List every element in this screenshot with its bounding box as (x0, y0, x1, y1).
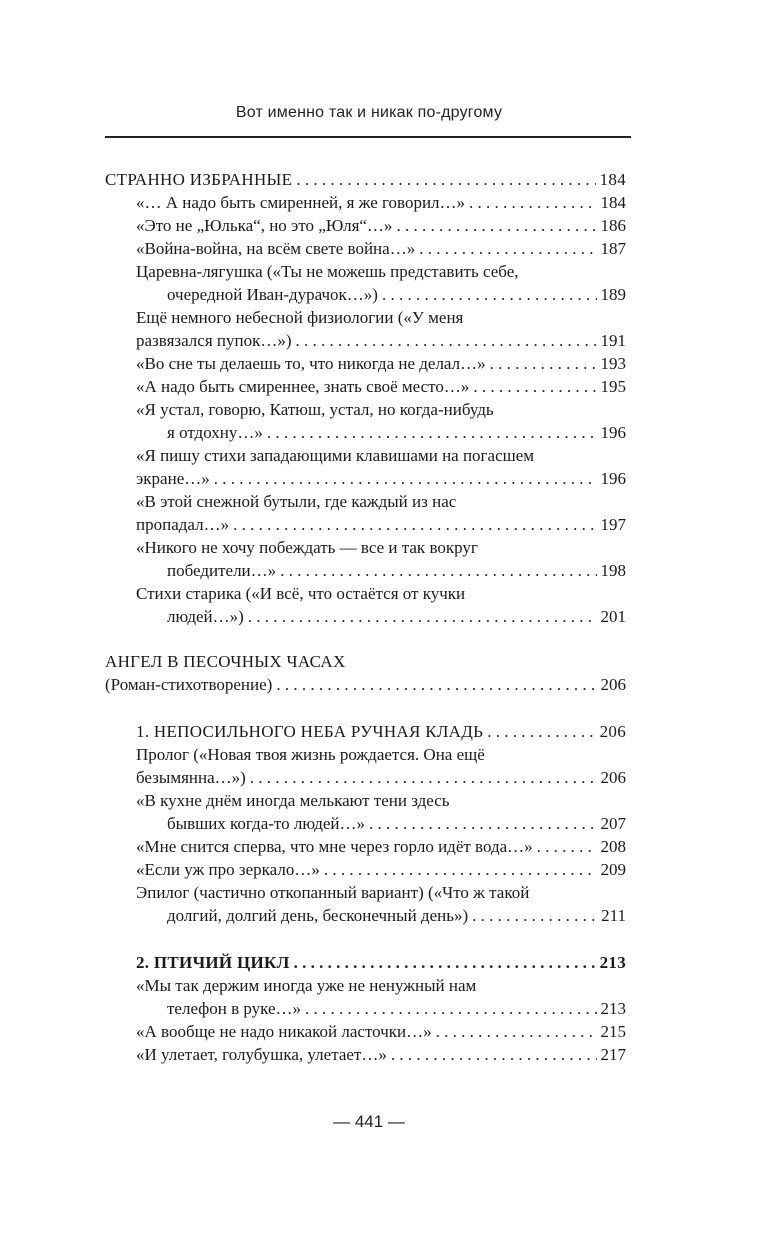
dot-leader (280, 559, 596, 582)
entry-title-line1: Стихи старика («И всё, что остаётся от кучки (136, 584, 466, 603)
section-title: АНГЕЛ В ПЕСОЧНЫХ ЧАСАХ (105, 652, 346, 671)
entry-title: «И улетает, голубушка, улетает…» (136, 1045, 387, 1064)
entry-title: «Война-война, на всём свете война…» (136, 239, 416, 258)
page-number: 207 (600, 814, 626, 833)
page-number: 186 (600, 216, 626, 235)
entry-title-line2: телефон в руке…» (167, 999, 302, 1018)
spacer (105, 927, 626, 951)
toc-entry-multiline[interactable] (105, 881, 626, 927)
dot-leader (419, 237, 596, 260)
toc-entry[interactable] (105, 214, 626, 237)
dot-leader (305, 997, 596, 1020)
page-number: 208 (600, 837, 626, 856)
entry-title: «Во сне ты делаешь то, что никогда не делал…» (136, 354, 486, 373)
dot-leader (537, 835, 597, 858)
entry-title-line1: «В этой снежной бутыли, где каждый из нас (136, 492, 457, 511)
dot-leader (396, 214, 596, 237)
page-number: 196 (600, 423, 626, 442)
page-number: 187 (600, 239, 626, 258)
dot-leader (294, 951, 596, 974)
running-header: Вот именно так и никак по-другому (235, 104, 503, 121)
page-number: 213 (599, 953, 626, 972)
entry-title-line1: «В кухне днём иногда мелькают тени здесь (136, 791, 450, 810)
entry-title: «А надо быть смиреннее, знать своё место…» (136, 377, 470, 396)
page-number: 213 (600, 999, 626, 1018)
entry-title-line1: «Никого не хочу побеждать — все и так вокруг (136, 538, 478, 557)
entry-title-line2: экране…» (136, 469, 210, 488)
entry-title-line1: «Я пишу стихи западающими клавишами на погасшем (136, 446, 535, 465)
section-title: СТРАННО ИЗБРАННЫЕ (105, 170, 293, 189)
toc-section-heading[interactable] (105, 673, 626, 696)
dot-leader (276, 673, 596, 696)
dot-leader (369, 812, 597, 835)
dot-leader (382, 283, 597, 306)
page-number: 184 (599, 170, 626, 189)
page-number: 189 (600, 285, 626, 304)
entry-title-line1: Эпилог (частично откопанный вариант) («Что ж такой (136, 883, 530, 902)
entry-title-line1: «Я устал, говорю, Катюш, устал, но когда-нибудь (136, 400, 494, 419)
dot-leader (267, 421, 597, 444)
toc-entry-multiline[interactable] (105, 398, 626, 444)
dot-leader (472, 904, 597, 927)
toc-entry-multiline[interactable] (105, 490, 626, 536)
dot-leader (296, 168, 595, 191)
page-footer-number: — 441 — (333, 1112, 405, 1131)
entry-title: «Мне снится сперва, что мне через горло идёт вода…» (136, 837, 533, 856)
subsection-title: 2. ПТИЧИЙ ЦИКЛ (136, 953, 290, 972)
toc-entry-multiline[interactable] (105, 306, 626, 352)
dot-leader (248, 605, 597, 628)
entry-title: «Это не „Юлька“, но это „Юля“…» (136, 216, 393, 235)
entry-title: «А вообще не надо никакой ласточки…» (136, 1022, 432, 1041)
toc-entry-multiline[interactable] (105, 974, 626, 1020)
entry-title-line1: «Мы так держим иногда уже не ненужный нам (136, 976, 477, 995)
entry-title: «Если уж про зеркало…» (136, 860, 320, 879)
page-number: 195 (600, 377, 626, 396)
entry-title-line2: победители…» (167, 561, 277, 580)
toc-entry[interactable] (105, 237, 626, 260)
entry-title-line1: Пролог («Новая твоя жизнь рождается. Она ещё (136, 745, 485, 764)
entry-title-line2: долгий, долгий день, бесконечный день») (167, 906, 469, 925)
toc-subsection-heading[interactable] (105, 720, 626, 743)
dot-leader (469, 191, 596, 214)
toc-entry-multiline[interactable] (105, 582, 626, 628)
entry-title-line2: безымянна…») (136, 768, 246, 787)
subsection-title: 1. НЕПОСИЛЬНОГО НЕБА РУЧНАЯ КЛАДЬ (136, 722, 484, 741)
page-number: 206 (599, 722, 626, 741)
toc-entry[interactable] (105, 1043, 626, 1066)
entry-title-line2: развязался пупок…») (136, 331, 292, 350)
dot-leader (324, 858, 597, 881)
page-number: 209 (600, 860, 626, 879)
toc-entry-multiline[interactable] (105, 536, 626, 582)
spacer (105, 628, 626, 650)
toc-entry-multiline[interactable] (105, 789, 626, 835)
header-rule (105, 136, 631, 138)
toc-entry[interactable] (105, 375, 626, 398)
dot-leader (473, 375, 596, 398)
toc-entry[interactable] (105, 191, 626, 214)
toc-entry-multiline[interactable] (105, 260, 626, 306)
page-number: 191 (600, 331, 626, 350)
dot-leader (487, 720, 595, 743)
entry-title: «… А надо быть смиренней, я же говорил…» (136, 193, 466, 212)
page-number: 198 (600, 561, 626, 580)
entry-title-line1: Ещё немного небесной физиологии («У меня (136, 308, 464, 327)
dot-leader (391, 1043, 597, 1066)
page-number: 196 (600, 469, 626, 488)
page-number: 215 (600, 1022, 626, 1041)
entry-title-line2: бывших когда-то людей…» (167, 814, 365, 833)
toc-subsection-heading[interactable] (105, 951, 626, 974)
spacer (105, 696, 626, 720)
dot-leader (296, 329, 597, 352)
page-number: 211 (601, 906, 626, 925)
dot-leader (490, 352, 597, 375)
dot-leader (436, 1020, 597, 1043)
entry-title-line1: Царевна-лягушка («Ты не можешь представить себе, (136, 262, 519, 281)
page-number: 217 (600, 1045, 626, 1064)
toc-section-heading[interactable] (105, 168, 626, 191)
toc-entry-multiline[interactable] (105, 444, 626, 490)
toc-entry[interactable] (105, 1020, 626, 1043)
page-number: 206 (600, 768, 626, 787)
table-of-contents (105, 168, 626, 1066)
toc-entry-multiline[interactable] (105, 743, 626, 789)
entry-title-line2: я отдохну…» (167, 423, 263, 442)
toc-entry[interactable] (105, 858, 626, 881)
dot-leader (214, 467, 597, 490)
toc-entry[interactable] (105, 835, 626, 858)
entry-title-line2: людей…») (167, 607, 244, 626)
page-number: 201 (600, 607, 626, 626)
entry-title-line2: пропадал…» (136, 515, 230, 534)
page-number: 197 (600, 515, 626, 534)
page-number: 206 (600, 675, 626, 694)
page-number: 193 (600, 354, 626, 373)
dot-leader (233, 513, 596, 536)
entry-title-line2: очередной Иван-дурачок…») (167, 285, 378, 304)
dot-leader (250, 766, 597, 789)
toc-entry[interactable] (105, 352, 626, 375)
section-subtitle: (Роман-стихотворение) (105, 675, 273, 694)
page-number: 184 (600, 193, 626, 212)
